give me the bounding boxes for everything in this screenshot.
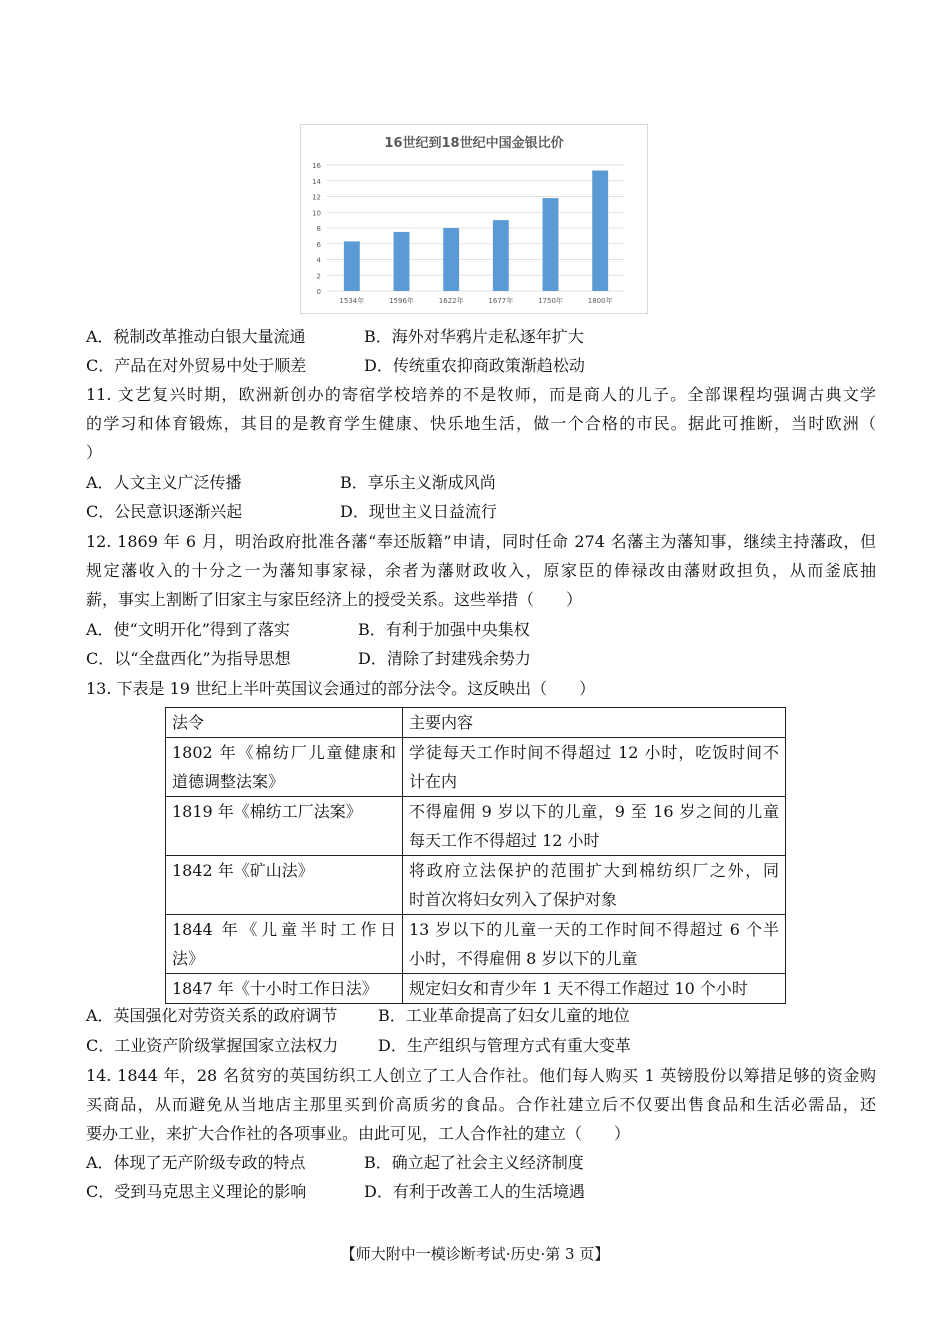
content-cell bbox=[403, 915, 786, 974]
q11-option-a: A．人文主义广泛传播 bbox=[86, 473, 242, 492]
law-cell bbox=[166, 797, 403, 856]
table-row bbox=[166, 738, 786, 797]
header-content: 主要内容 bbox=[403, 708, 786, 738]
y-tick-label: 16 bbox=[312, 162, 321, 170]
q10-option-d: D．传统重农抑商政策渐趋松动 bbox=[364, 356, 585, 375]
y-tick-label: 0 bbox=[316, 288, 321, 296]
q12-stem-line-1: 12. 1869 年 6 月，明治政府批准各藩“奉还版籍”申请，同时任命 274 名藩主为藩知事，继续主持藩政，但 bbox=[86, 532, 876, 551]
q12-option-a: A．使“文明开化”得到了落实 bbox=[86, 620, 290, 639]
content-cell bbox=[403, 738, 786, 797]
x-tick-label: 1677年 bbox=[488, 297, 514, 305]
law-line: 1847 年《十小时工作日法》 bbox=[172, 979, 378, 998]
q13-stem: 13. 下表是 19 世纪上半叶英国议会通过的部分法令。这反映出（ ） bbox=[86, 679, 596, 698]
law-line: 法》 bbox=[172, 949, 205, 968]
content-cell bbox=[403, 797, 786, 856]
q14-option-a: A．体现了无产阶级专政的特点 bbox=[86, 1153, 306, 1172]
q11-option-b: B．享乐主义渐成风尚 bbox=[340, 473, 496, 492]
chart-title: 16世纪到18世纪中国金银比价 bbox=[384, 136, 564, 151]
table-row bbox=[166, 915, 786, 974]
content-line: 时首次将妇女列入了保护对象 bbox=[409, 890, 618, 909]
y-tick-label: 8 bbox=[316, 225, 321, 233]
bar bbox=[394, 232, 410, 291]
q14-stem-line-3: 要办工业，来扩大合作社的各项事业。由此可见，工人合作社的建立（ ） bbox=[86, 1124, 631, 1143]
q12-option-d: D．清除了封建残余势力 bbox=[358, 649, 531, 668]
q12-stem-line-3: 薪，事实上割断了旧家主与家臣经济上的授受关系。这些举措（ ） bbox=[86, 590, 583, 609]
law-line: 道德调整法案》 bbox=[172, 772, 285, 791]
q14-stem-line-2: 买商品，从而避免从当地店主那里买到价高质劣的食品。合作社建立后不仅要出售食品和生活必需品，还 bbox=[86, 1095, 876, 1114]
q10-option-c: C．产品在对外贸易中处于顺差 bbox=[86, 356, 307, 375]
bar bbox=[443, 228, 459, 291]
y-tick-label: 10 bbox=[312, 209, 321, 218]
q11-option-d: D．现世主义日益流行 bbox=[340, 502, 497, 521]
bar bbox=[592, 171, 608, 291]
y-tick-label: 4 bbox=[316, 256, 321, 265]
q11-stem-line-1: 11. 文艺复兴时期，欧洲新创办的寄宿学校培养的不是牧师，而是商人的儿子。全部课程均强调古典文学 bbox=[86, 385, 876, 404]
law-cell bbox=[166, 738, 403, 797]
bar bbox=[543, 198, 559, 291]
law-line: 1842 年《矿山法》 bbox=[172, 861, 314, 880]
table-row bbox=[166, 797, 786, 856]
content-line: 计在内 bbox=[409, 772, 458, 791]
bar bbox=[344, 241, 360, 291]
q12-option-c: C．以“全盘西化”为指导思想 bbox=[86, 649, 291, 668]
content-line: 学徒每天工作时间不得超过 12 小时，吃饭时间不 bbox=[409, 743, 779, 762]
content-line: 13 岁以下的儿童一天的工作时间不得超过 6 个半 bbox=[409, 920, 779, 939]
page-footer: 【师大附中一模诊断考试·历史·第 3 页】 bbox=[340, 1245, 610, 1263]
bar bbox=[493, 220, 509, 291]
q14-stem-line-1: 14. 1844 年，28 名贫穷的英国纺织工人创立了工人合作社。他们每人购买 1 英镑股份以筹措足够的资金购 bbox=[86, 1066, 876, 1085]
q11-stem-line-3: ） bbox=[86, 443, 103, 462]
header-law: 法令 bbox=[166, 708, 403, 738]
q13-option-d: D．生产组织与管理方式有重大变革 bbox=[378, 1036, 631, 1055]
law-cell bbox=[166, 856, 403, 915]
x-tick-label: 1596年 bbox=[389, 297, 414, 305]
x-tick-label: 1800年 bbox=[587, 297, 613, 305]
q12-stem-line-2: 规定藩收入的十分之一为藩知事家禄，余者为藩财政收入，原家臣的俸禄改由藩财政担负，从而釜底抽 bbox=[86, 561, 876, 580]
content-cell bbox=[403, 856, 786, 915]
q13-option-a: A．英国强化对劳资关系的政府调节 bbox=[86, 1006, 338, 1025]
content-cell bbox=[403, 974, 786, 1004]
q10-option-a: A．税制改革推动白银大量流通 bbox=[86, 327, 306, 346]
chart-svg bbox=[301, 125, 647, 313]
q14-option-c: C．受到马克思主义理论的影响 bbox=[86, 1182, 307, 1201]
q11-option-c: C．公民意识逐渐兴起 bbox=[86, 502, 243, 521]
y-tick-label: 12 bbox=[312, 193, 321, 202]
table-row bbox=[166, 856, 786, 915]
q14-option-d: D．有利于改善工人的生活境遇 bbox=[364, 1182, 585, 1201]
table-row bbox=[166, 974, 786, 1004]
y-tick-label: 14 bbox=[312, 177, 321, 186]
law-line: 1844 年《儿童半时工作日 bbox=[172, 920, 396, 939]
q14-option-b: B．确立起了社会主义经济制度 bbox=[364, 1153, 584, 1172]
table-header-row bbox=[166, 708, 786, 738]
content-line: 将政府立法保护的范围扩大到棉纺织厂之外，同 bbox=[409, 861, 779, 880]
law-cell bbox=[166, 974, 403, 1004]
y-tick-label: 2 bbox=[316, 272, 321, 281]
law-cell bbox=[166, 915, 403, 974]
q10-option-b: B．海外对华鸦片走私逐年扩大 bbox=[364, 327, 584, 346]
law-line: 1819 年《棉纺工厂法案》 bbox=[172, 802, 362, 821]
q13-option-c: C．工业资产阶级掌握国家立法权力 bbox=[86, 1036, 339, 1055]
x-tick-label: 1534年 bbox=[339, 297, 365, 305]
q12-option-b: B．有利于加强中央集权 bbox=[358, 620, 530, 639]
laws-table bbox=[165, 707, 786, 1004]
content-line: 小时，不得雇佣 8 岁以下的儿童 bbox=[409, 949, 638, 968]
y-tick-label: 6 bbox=[316, 240, 321, 249]
q13-option-b: B．工业革命提高了妇女儿童的地位 bbox=[378, 1006, 630, 1025]
x-tick-label: 1622年 bbox=[438, 297, 464, 305]
q11-stem-line-2: 的学习和体育锻炼，其目的是教育学生健康、快乐地生活，做一个合格的市民。据此可推断，当时欧洲（ bbox=[86, 414, 876, 433]
gold-silver-ratio-chart bbox=[300, 124, 648, 314]
content-line: 规定妇女和青少年 1 天不得工作超过 10 个小时 bbox=[409, 979, 748, 998]
x-tick-label: 1750年 bbox=[538, 297, 563, 305]
content-line: 每天工作不得超过 12 小时 bbox=[409, 831, 600, 850]
content-line: 不得雇佣 9 岁以下的儿童，9 至 16 岁之间的儿童 bbox=[409, 802, 779, 821]
law-line: 1802 年《棉纺厂儿童健康和 bbox=[172, 743, 396, 762]
